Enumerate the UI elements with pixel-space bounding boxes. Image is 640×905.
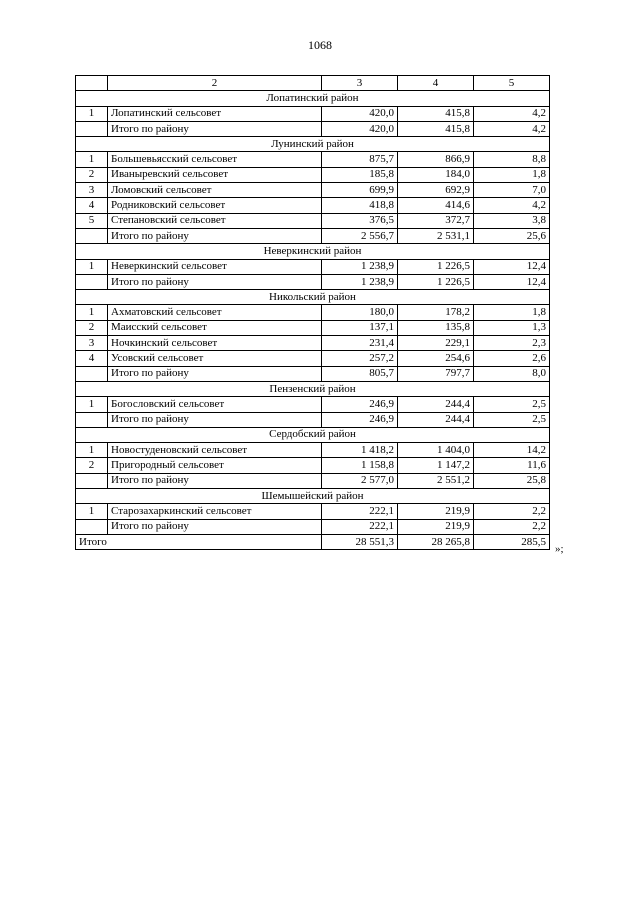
row-number-cell [76, 366, 108, 381]
column-4-cell: 244,4 [398, 397, 474, 412]
column-5-cell: 14,2 [474, 443, 550, 458]
row-number-cell [76, 412, 108, 427]
column-3-cell: 376,5 [322, 213, 398, 228]
column-3-cell: 420,0 [322, 121, 398, 136]
grand-total-column-4: 28 265,8 [398, 534, 474, 549]
district-header-row [76, 489, 550, 504]
table-row [76, 106, 550, 121]
column-5-cell: 8,0 [474, 366, 550, 381]
column-3-cell: 1 238,9 [322, 259, 398, 274]
table-row [76, 320, 550, 335]
column-3-cell: 2 577,0 [322, 473, 398, 488]
column-5-cell: 2,6 [474, 351, 550, 366]
district-header-row [76, 427, 550, 442]
table-row [76, 366, 550, 381]
column-4-cell: 415,8 [398, 106, 474, 121]
column-4-cell: 229,1 [398, 336, 474, 351]
district-name: Лопатинский район [76, 91, 550, 106]
row-number-cell: 1 [76, 504, 108, 519]
table-row [76, 167, 550, 182]
column-3-cell: 246,9 [322, 412, 398, 427]
table-row [76, 336, 550, 351]
table-row [76, 443, 550, 458]
column-4-cell: 866,9 [398, 152, 474, 167]
table-row [76, 305, 550, 320]
column-3-cell: 2 556,7 [322, 228, 398, 243]
row-number-cell [76, 473, 108, 488]
settlement-name-cell: Итого по району [108, 366, 322, 381]
column-4-cell: 219,9 [398, 519, 474, 534]
row-number-cell [76, 274, 108, 289]
table-row [76, 228, 550, 243]
row-number-cell: 2 [76, 167, 108, 182]
column-3-cell: 257,2 [322, 351, 398, 366]
table-row [76, 412, 550, 427]
column-3-cell: 180,0 [322, 305, 398, 320]
column-3-cell: 420,0 [322, 106, 398, 121]
row-number-cell: 1 [76, 259, 108, 274]
column-4-cell: 1 226,5 [398, 274, 474, 289]
settlement-name-cell: Неверкинский сельсовет [108, 259, 322, 274]
settlement-name-cell: Степановский сельсовет [108, 213, 322, 228]
table-row [76, 274, 550, 289]
column-5-cell: 25,8 [474, 473, 550, 488]
column-4-cell: 692,9 [398, 183, 474, 198]
district-header-row [76, 137, 550, 152]
column-3-cell: 805,7 [322, 366, 398, 381]
settlement-name-cell: Родниковский сельсовет [108, 198, 322, 213]
row-number-cell: 3 [76, 336, 108, 351]
header-cell-5: 5 [474, 76, 550, 91]
settlement-name-cell: Ломовский сельсовет [108, 183, 322, 198]
column-4-cell: 1 147,2 [398, 458, 474, 473]
column-3-cell: 418,8 [322, 198, 398, 213]
page-number: 1068 [308, 38, 332, 52]
row-number-cell: 3 [76, 183, 108, 198]
column-5-cell: 3,8 [474, 213, 550, 228]
column-4-cell: 2 531,1 [398, 228, 474, 243]
column-4-cell: 178,2 [398, 305, 474, 320]
column-5-cell: 4,2 [474, 106, 550, 121]
column-3-cell: 246,9 [322, 397, 398, 412]
settlement-name-cell: Итого по району [108, 274, 322, 289]
row-number-cell: 5 [76, 213, 108, 228]
settlement-name-cell: Пригородный сельсовет [108, 458, 322, 473]
column-4-cell: 414,6 [398, 198, 474, 213]
district-name: Пензенский район [76, 381, 550, 396]
column-4-cell: 372,7 [398, 213, 474, 228]
table-row [76, 519, 550, 534]
column-5-cell: 2,2 [474, 504, 550, 519]
column-5-cell: 2,5 [474, 397, 550, 412]
column-4-cell: 1 226,5 [398, 259, 474, 274]
column-5-cell: 12,4 [474, 274, 550, 289]
district-name: Лунинский район [76, 137, 550, 152]
settlement-name-cell: Итого по району [108, 473, 322, 488]
column-3-cell: 137,1 [322, 320, 398, 335]
column-5-cell: 2,5 [474, 412, 550, 427]
district-header-row [76, 91, 550, 106]
column-5-cell: 2,2 [474, 519, 550, 534]
column-5-cell: 4,2 [474, 198, 550, 213]
column-5-cell: 4,2 [474, 121, 550, 136]
column-5-cell: 25,6 [474, 228, 550, 243]
table-row [76, 351, 550, 366]
grand-total-column-3: 28 551,3 [322, 534, 398, 549]
column-4-cell: 244,4 [398, 412, 474, 427]
column-5-cell: 1,8 [474, 167, 550, 182]
district-header-row [76, 381, 550, 396]
column-4-cell: 135,8 [398, 320, 474, 335]
grand-total-column-5: 285,5 [474, 534, 550, 549]
table-row [76, 152, 550, 167]
column-4-cell: 184,0 [398, 167, 474, 182]
column-5-cell: 1,8 [474, 305, 550, 320]
row-number-cell [76, 228, 108, 243]
row-number-cell: 1 [76, 152, 108, 167]
column-3-cell: 222,1 [322, 504, 398, 519]
settlement-name-cell: Ахматовский сельсовет [108, 305, 322, 320]
row-number-cell: 4 [76, 351, 108, 366]
trailing-quote-mark: »; [555, 543, 564, 555]
header-cell-4: 4 [398, 76, 474, 91]
column-3-cell: 875,7 [322, 152, 398, 167]
settlement-name-cell: Ночкинский сельсовет [108, 336, 322, 351]
table-row [76, 458, 550, 473]
column-3-cell: 231,4 [322, 336, 398, 351]
district-name: Шемышейский район [76, 489, 550, 504]
settlement-name-cell: Лопатинский сельсовет [108, 106, 322, 121]
table-row [76, 259, 550, 274]
district-header-row [76, 244, 550, 259]
column-3-cell: 1 418,2 [322, 443, 398, 458]
column-5-cell: 7,0 [474, 183, 550, 198]
row-number-cell: 2 [76, 458, 108, 473]
row-number-cell: 1 [76, 305, 108, 320]
header-cell-3: 3 [322, 76, 398, 91]
table-row [76, 183, 550, 198]
header-cell-1 [76, 76, 108, 91]
district-name: Неверкинский район [76, 244, 550, 259]
table-row [76, 213, 550, 228]
column-3-cell: 222,1 [322, 519, 398, 534]
column-4-cell: 254,6 [398, 351, 474, 366]
table-row [76, 121, 550, 136]
district-header-row [76, 290, 550, 305]
district-name: Сердобский район [76, 427, 550, 442]
column-5-cell: 12,4 [474, 259, 550, 274]
settlement-name-cell: Иваныревский сельсовет [108, 167, 322, 182]
settlement-name-cell: Усовский сельсовет [108, 351, 322, 366]
column-5-cell: 11,6 [474, 458, 550, 473]
settlement-name-cell: Итого по району [108, 412, 322, 427]
budget-table [75, 75, 550, 550]
column-4-cell: 415,8 [398, 121, 474, 136]
row-number-cell: 1 [76, 397, 108, 412]
table-row [76, 504, 550, 519]
settlement-name-cell: Итого по району [108, 228, 322, 243]
grand-total-label: Итого [76, 534, 322, 549]
column-4-cell: 2 551,2 [398, 473, 474, 488]
column-5-cell: 2,3 [474, 336, 550, 351]
row-number-cell: 1 [76, 443, 108, 458]
row-number-cell [76, 121, 108, 136]
column-3-cell: 185,8 [322, 167, 398, 182]
column-4-cell: 1 404,0 [398, 443, 474, 458]
row-number-cell: 2 [76, 320, 108, 335]
settlement-name-cell: Итого по району [108, 519, 322, 534]
column-4-cell: 219,9 [398, 504, 474, 519]
settlement-name-cell: Итого по району [108, 121, 322, 136]
column-3-cell: 1 158,8 [322, 458, 398, 473]
header-cell-2: 2 [108, 76, 322, 91]
row-number-cell: 4 [76, 198, 108, 213]
table-header-row [76, 76, 550, 91]
column-4-cell: 797,7 [398, 366, 474, 381]
settlement-name-cell: Новостуденовский сельсовет [108, 443, 322, 458]
row-number-cell [76, 519, 108, 534]
table-row [76, 397, 550, 412]
grand-total-row [76, 534, 550, 549]
settlement-name-cell: Старозахаркинский сельсовет [108, 504, 322, 519]
table-body [76, 76, 550, 550]
table-row [76, 198, 550, 213]
table-row [76, 473, 550, 488]
column-5-cell: 8,8 [474, 152, 550, 167]
column-3-cell: 1 238,9 [322, 274, 398, 289]
district-name: Никольский район [76, 290, 550, 305]
column-3-cell: 699,9 [322, 183, 398, 198]
row-number-cell: 1 [76, 106, 108, 121]
settlement-name-cell: Богословский сельсовет [108, 397, 322, 412]
settlement-name-cell: Маисский сельсовет [108, 320, 322, 335]
settlement-name-cell: Большевьясский сельсовет [108, 152, 322, 167]
column-5-cell: 1,3 [474, 320, 550, 335]
